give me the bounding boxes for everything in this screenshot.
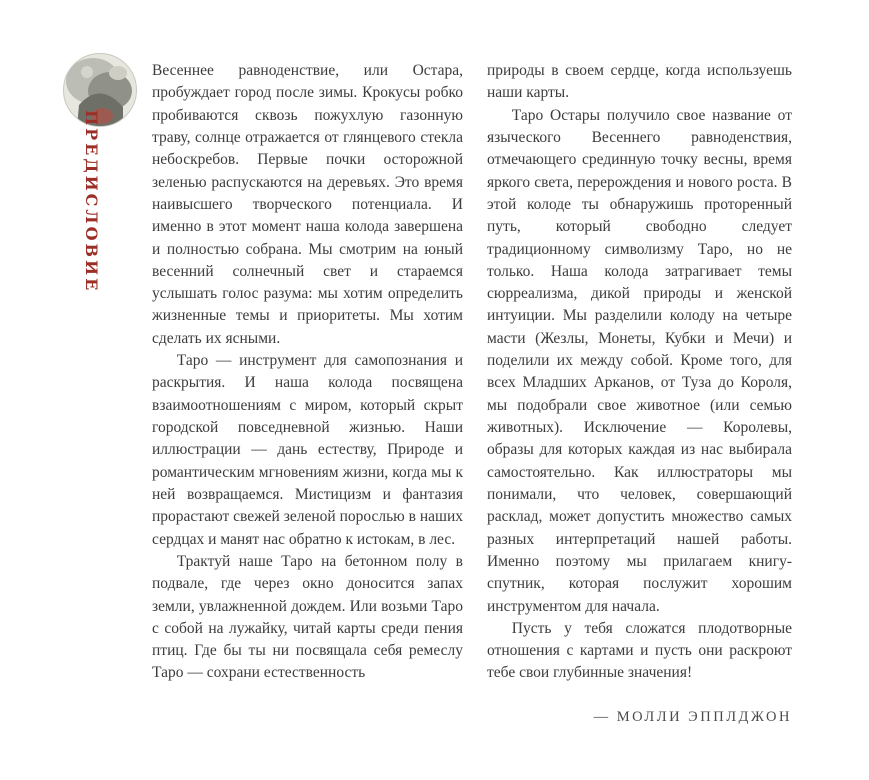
paragraph-closing-wish: Пусть у тебя сложатся плодотворные отношения с картами и пусть они раскроют тебе свои глубинные значения!	[487, 619, 792, 682]
paragraph-continuation: природы в своем сердце, когда используешь наши карты.	[487, 62, 792, 102]
paragraph-deck-description: Таро Остары получило свое название от языческого Весеннего равноденствия, отмечающего срединную точку весны, время яркого света, перерождения и нового роста. В этой колоде ты обнаружишь проторенный путь, который свободно следует традиционному символизму Таро, но не только. Наша колода затрагивает темы сюрреализма, дикой природы и женской интуиции. Мы разделили колоду на четыре масти (Жезлы, Монеты, Кубки и Мечи) и поделили их между собой. Кроме того, для всех Младших Арканов, от Туза до Короля, мы подобрали свое животное (или семью животных). Исключение — Королевы, образы для которых каждая из нас выбирала самостоятельно. Как иллюстраторы мы понимали, что человек, совершающий расклад, может допустить множество самых разных интерпретаций нашей работы. Именно поэтому мы прилагаем книгу-спутник, которая послужит хорошим инструментом для начала.	[487, 106, 792, 615]
paragraph-opening: Весеннее равноденствие, или Остара, пробуждает город после зимы. Крокусы робко пробиваются сквозь пожухлую газонную траву, солнце отражается от глянцевого стекла небоскребов. Первые почки осторожной зеленью распускаются на деревьях. Это время наивысшего творческого потенциала. И именно в этот момент наша колода завершена и полностью собрана. Мы смотрим на юный весенний солнечный свет и стараемся услышать голос разума: мы хотим определить жизненные темы и приоритеты. Мы хотим сделать их ясными.	[152, 62, 463, 347]
right-column	[487, 60, 792, 726]
author-signature: — МОЛЛИ ЭППЛДЖОН	[593, 708, 792, 725]
paragraph-tarot-purpose: Таро — инструмент для самопознания и раскрытия. И наша колода посвящена взаимоотношениям с миром, который скрыт городской повседневной жизнью. Наши иллюстрации — дань естеству, Природе и романтическим мгновениям жизни, когда мы к ней возвращаемся. Мистицизм и фантазия прорастают свежей зеленой порослью в наших сердцах и манят нас обратно к истокам, в лес.	[152, 352, 463, 548]
paragraph-reading-places: Трактуй наше Таро на бетонном полу в подвале, где через окно доносится запах земли, увлажненной дождем. Или возьми Таро с собой на лужайку, читай карты среди пения птиц. Где бы ты ни посвящала себя ремеслу Таро — сохрани естественность	[152, 552, 463, 682]
left-column	[152, 60, 463, 726]
chapter-title-preface: ПРЕДИСЛОВИЕ	[82, 110, 101, 294]
text-columns	[152, 60, 792, 726]
